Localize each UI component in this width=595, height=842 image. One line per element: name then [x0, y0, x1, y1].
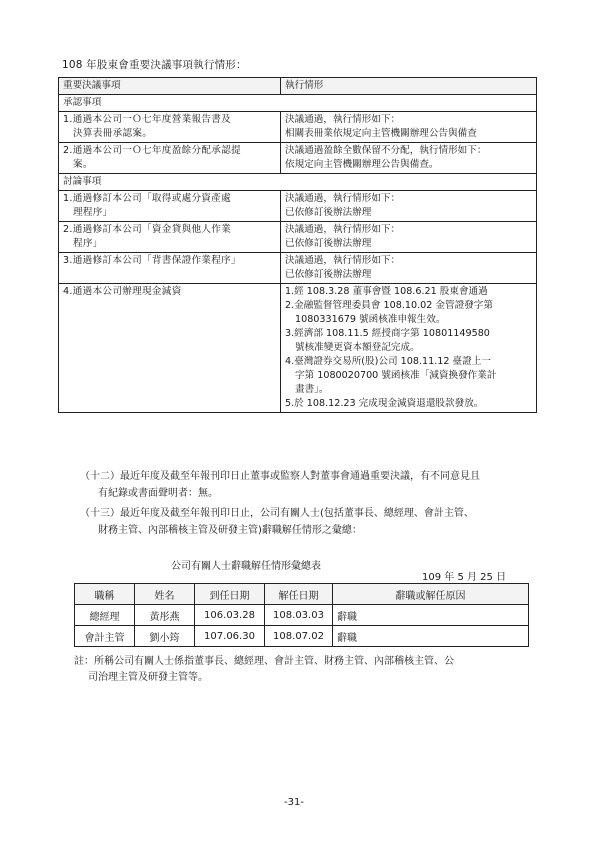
- table-header-row: [59, 78, 537, 95]
- cell-title: 會計主管: [75, 626, 135, 647]
- cell-reason: 辭職: [333, 626, 529, 647]
- paragraph-13: [80, 505, 550, 539]
- item-line: 4.通過本公司辦理現金減資: [63, 286, 182, 297]
- cell-title: 總經理: [75, 605, 135, 626]
- status-line: 已依修訂後辦法辦理: [285, 269, 372, 280]
- section-row: [59, 174, 537, 191]
- status-step-3: [285, 327, 532, 355]
- officers-table-title: 公司有關人士辭職解任情形彙總表: [171, 561, 321, 572]
- cell-start-date: 106.03.28: [195, 605, 265, 626]
- item-line: 3.通過修訂本公司「背書保證作業程序」: [63, 255, 241, 266]
- header-reason: 辭職或解任原因: [333, 584, 529, 605]
- cell-name: 劉小筠: [135, 626, 195, 647]
- table-row: [75, 605, 529, 626]
- header-name: 姓名: [135, 584, 195, 605]
- status-step-1: [285, 285, 532, 299]
- status-line: 依規定向主管機關辦理公告與備查。: [285, 159, 439, 170]
- execution-status: [281, 284, 537, 413]
- officers-table-date: 109 年 5 月 25 日: [422, 572, 507, 583]
- resolution-item: [59, 253, 281, 284]
- status-line: 已依修訂後辦法辦理: [285, 207, 372, 218]
- page-number: -31-: [284, 797, 304, 808]
- table-row: [59, 112, 537, 143]
- status-line: 已依修訂後辦法辦理: [285, 238, 372, 249]
- item-line: 1.通過本公司一Ｏ七年度營業報告書及: [63, 114, 232, 125]
- resolution-item: [59, 191, 281, 222]
- item-line: 1.通過修訂本公司「取得或處分資產處: [63, 193, 232, 204]
- paragraph-line: （十三）最近年度及截至年報刊印日止，公司有關人士(包括董事長、總經理、會計主管、: [80, 508, 474, 519]
- cell-end-date: 108.03.03: [265, 605, 333, 626]
- paragraph-line: （十二）最近年度及截至年報刊印日止董事或監察人對董事會通過重要決議，有不同意見且: [80, 471, 480, 482]
- status-line: 決議通過，執行情形如下：: [285, 224, 401, 235]
- header-title: 職稱: [75, 584, 135, 605]
- cell-start-date: 107.06.30: [195, 626, 265, 647]
- table-row: [59, 284, 537, 413]
- paragraph-line: 有紀錄或書面聲明者：無。: [98, 488, 218, 499]
- item-line: 理程序」: [73, 207, 113, 218]
- status-line: 決議通過盈餘全數保留不分配，執行情形如下：: [285, 145, 487, 156]
- paragraph-12: [80, 468, 550, 502]
- status-line: 2.金融監督管理委員會 108.10.02 金管證發字第: [285, 300, 493, 311]
- officers-table: [74, 583, 529, 647]
- status-line: 決議通過，執行情形如下：: [285, 193, 401, 204]
- footnote: [74, 654, 544, 686]
- table-row: [59, 253, 537, 284]
- item-line: 程序」: [73, 238, 103, 249]
- footnote-line: 註：所稱公司有關人士係指董事長、總經理、會計主管、財務主管、內部稽核主管、公: [74, 656, 454, 667]
- status-step-5: [285, 397, 532, 411]
- status-step-2: [285, 299, 532, 327]
- status-line: 1080331679 號函核准申報生效。: [295, 314, 446, 325]
- footnote-line: 司治理主管及研發主管等。: [88, 672, 208, 683]
- header-end-date: 解任日期: [265, 584, 333, 605]
- execution-status: [281, 191, 537, 222]
- execution-status: [281, 253, 537, 284]
- status-line: 1.經 108.3.28 董事會暨 108.6.21 股東會通過: [285, 286, 488, 297]
- table-row: [59, 191, 537, 222]
- section-title-discussion: 討論事項: [59, 174, 537, 191]
- resolutions-table: [58, 77, 537, 413]
- resolution-item: [59, 284, 281, 413]
- status-line: 號核准變更資本額登記完成。: [295, 342, 420, 353]
- header-resolution: 重要決議事項: [59, 78, 281, 95]
- item-line: 案。: [73, 159, 93, 170]
- status-line: 3.經濟部 108.11.5 經授商字第 10801149580: [285, 328, 490, 339]
- table-row: [75, 626, 529, 647]
- resolution-item: [59, 222, 281, 253]
- table-row: [59, 143, 537, 174]
- item-line: 決算表冊承認案。: [73, 128, 153, 139]
- status-line: 畫書」。: [295, 384, 329, 395]
- status-line: 5.於 108.12.23 完成現金減資退還股款發放。: [285, 398, 484, 409]
- cell-name: 黃彤燕: [135, 605, 195, 626]
- status-line: 決議通過，執行情形如下：: [285, 255, 401, 266]
- resolution-item: [59, 143, 281, 174]
- status-line: 決議通過，執行情形如下：: [285, 114, 401, 125]
- paragraph-line: 財務主管、內部稽核主管及研發主管)辭職解任情形之彙總：: [98, 525, 362, 536]
- status-line: 相關表冊業依規定向主管機關辦理公告與備查: [285, 128, 477, 139]
- item-line: 2.通過本公司一Ｏ七年度盈餘分配承認提: [63, 145, 241, 156]
- cell-reason: 辭職: [333, 605, 529, 626]
- section-row: [59, 95, 537, 112]
- header-start-date: 到任日期: [195, 584, 265, 605]
- cell-end-date: 108.07.02: [265, 626, 333, 647]
- section-heading: 108 年股東會重要決議事項執行情形：: [62, 59, 247, 71]
- status-line: 字第 1080020700 號函核准「減資換發作業計: [295, 370, 497, 381]
- header-execution: 執行情形: [281, 78, 537, 95]
- resolution-item: [59, 112, 281, 143]
- execution-status: [281, 112, 537, 143]
- table-row: [59, 222, 537, 253]
- section-title-approval: 承認事項: [59, 95, 537, 112]
- execution-status: [281, 143, 537, 174]
- status-line: 4.臺灣證券交易所(股)公司 108.11.12 臺證上一: [285, 356, 491, 367]
- table-header-row: [75, 584, 529, 605]
- status-step-4: [285, 355, 532, 397]
- item-line: 2.通過修訂本公司「資金貸與他人作業: [63, 224, 232, 235]
- execution-status: [281, 222, 537, 253]
